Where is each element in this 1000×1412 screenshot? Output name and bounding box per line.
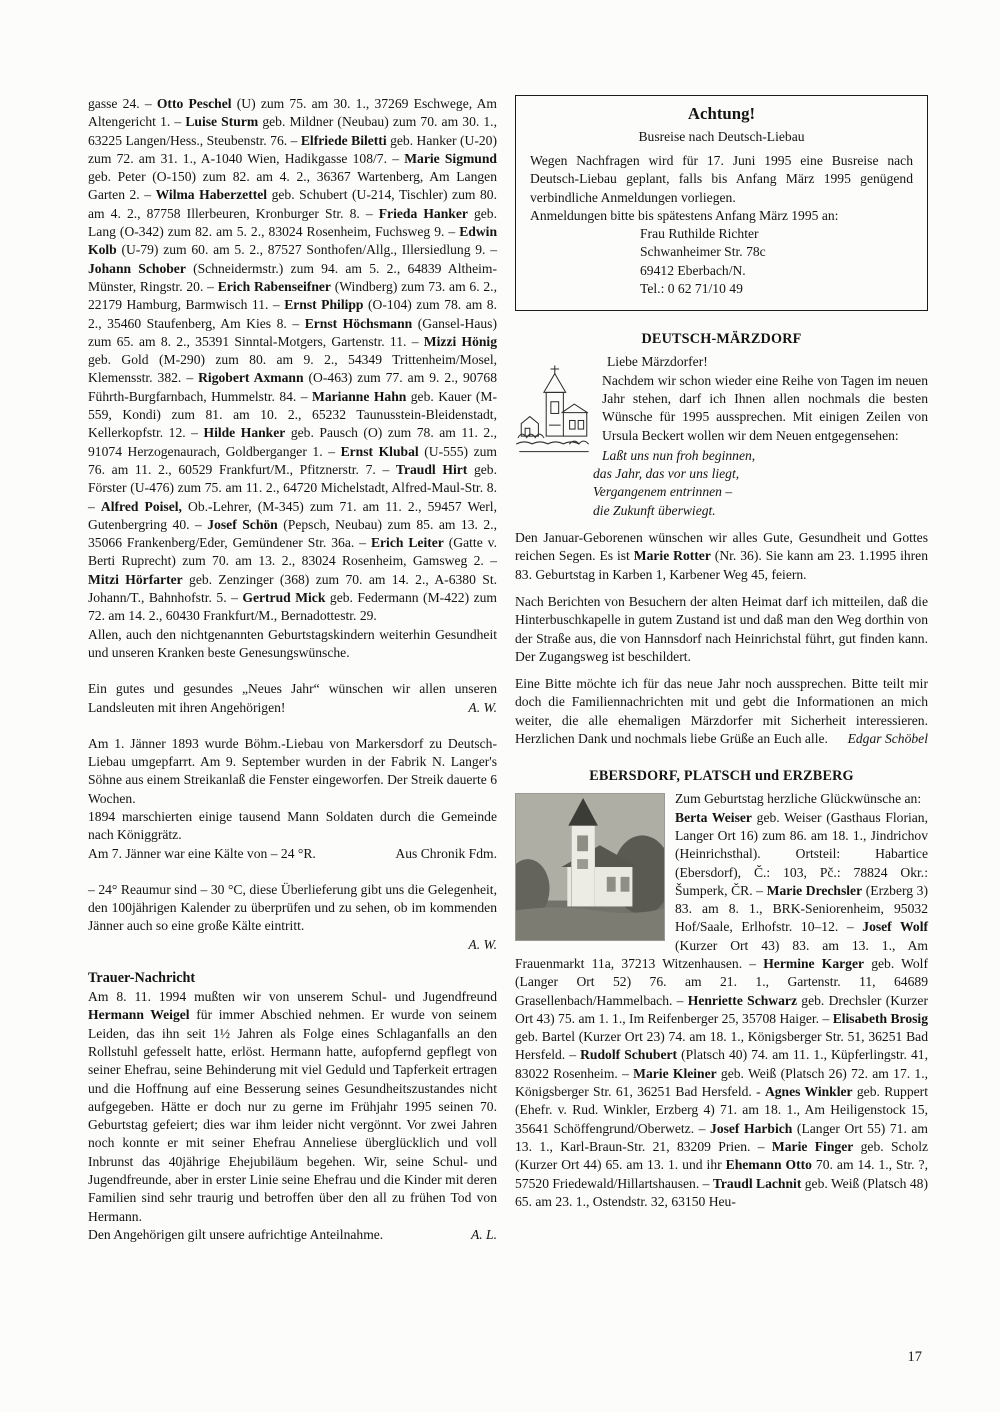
poem-line: Laßt uns nun froh beginnen,: [602, 447, 756, 463]
bus-trip-notice-box: [515, 95, 928, 311]
two-column-layout: [88, 95, 928, 1244]
obituary-heading: Trauer-Nachricht: [88, 970, 196, 987]
obituary-paragraph: Am 8. 11. 1994 mußten wir von unserem Schul- und Jugendfreund Hermann Weigel für immer Abschied nehmen. Er wurde von seinem Leiden, das ihn seit 1½ Jahren als Folge eines Schlaganfalls an den Rollstuhl gefesselt hatte, erlöst. Hermann hatte, aufopfernd gepflegt von seiner Ehefrau, seine Behinderung mit viel Geduld und Tapferkeit ertragen und die Hoffnung auf eine Besserung seines Gesundheitszustandes nicht aufgegeben. Hätte er doch nur zu gerne im Frühjahr 1995 seinen 70. Geburtstag gefeiert; dies war ihm leider nicht vergönnt. Vor zwei Jahren noch konnte er mit seiner Ehefrau Anneliese überglücklich und voll Inbrunst das 40jährige Ehejubiläum begehen. Wir, seine Schul- und Jugendfreunde, aber in erster Linie seine Ehefrau und die Kinder mit deren Familien sind sehr traurig und betroffen über den all zu frühen Tod von Hermann.: [88, 989, 497, 1224]
maerzdorf-heading: DEUTSCH-MÄRZDORF: [641, 331, 802, 348]
condolence-text: Den Angehörigen gilt unsere aufrichtige Anteilnahme.: [88, 1226, 384, 1242]
maerzdorf-intro: Nachdem wir schon wieder eine Reihe von Tagen im neuen Jahr stehen, darf ich Ihnen allen nochmals die besten Wünsche für 1995 aussprechen. Mit einigen Zeilen von Ursula Beckert wollen wir dem Neuen entgegensehen:: [602, 372, 928, 443]
newyear-wishes-paragraph: [88, 680, 497, 717]
january-birthdays-paragraph: Den Januar-Geborenen wünschen wir alles Gute, Gesundheit und Gottes reichen Segen. Es ist Marie Rotter (Nr. 36). Sie kann am 23. 1.1995 ihren 83. Geburtstag in Karben 1, Karbener Weg 45, feiern.: [515, 530, 929, 582]
obituary-condolence-line: [88, 1226, 497, 1244]
maerzdorf-salutation: Liebe Märzdorfer!: [607, 354, 708, 370]
birthday-list-paragraph: gasse 24. – Otto Peschel (U) zum 75. am 30. 1., 37269 Eschwege, Am Altengericht 1. – Luise Sturm geb. Mildner (Neubau) zum 70. am 30. 1., 63225 Langen/Hess., Steubenstr. 76. – Elfriede Biletti geb. Hanker (U-20) zum 72. am 31. 1., A-1040 Wien, Hadikgasse 108/7. – Marie Sigmund geb. Peter (O-150) zum 82. am 4. 2., 36367 Wartenberg, Am Langen Garten 2. – Wilma Haberzettel geb. Schubert (U-214, Tischler) zum 80. am 4. 2., 87758 Illerbeuren, Kronburger Str. 8. – Frieda Hanker geb. Lang (O-342) zum 82. am 5. 2., 83024 Rosenheim, Fuchsweg 9. – Edwin Kolb (U-79) zum 60. am 5. 2., 87527 Sonthofen/Allg., Illersiedlung 9. – Johann Schober (Schneidermstr.) zum 94. am 5. 2., 64839 Altheim-Münster, Ringstr. 20. – Erich Rabenseifner (Windberg) zum 73. am 6. 2., 22179 Hamburg, Barmwisch 11. – Ernst Philipp (O-104) zum 78. am 8. 2., 35460 Staufenberg, Am Kies 8. – Ernst Höchsmann (Gansel-Haus) zum 65. am 8. 2., 35391 Sinntal-Motgers, Gartenstr. 11. – Mizzi Hönig geb. Gold (M-290) zum 80. am 9. 2., 54349 Trittenheim/Mosel, Klemensstr. 382. – Rigobert Axmann (O-463) zum 77. am 9. 2., 90768 Führth-Burgfarnbach, Hummelstr. 84. – Marianne Hahn geb. Kauer (M-559, Kondi) zum 81. am 10. 2., 65232 Taunusstein-Bleidenstadt, Kellerkopfstr. 12. – Hilde Hanker geb. Pausch (O) zum 78. am 11. 2., 91074 Herzogenaurach, Goldberganger 1. – Ernst Klubal (U-555) zum 76. am 11. 2., 60529 Frankfurt/M., Pfitznerstr. 7. – Traudl Hirt geb. Förster (U-476) zum 75. am 11. 2., 64720 Michelstadt, Alfred-Maul-Str. 8. – Alfred Poisel, Ob.-Lehrer, (M-345) zum 71. am 11. 2., 59457 Werl, Gutenbergring 40. – Josef Schön (Pepsch, Neubau) zum 85. am 13. 2., 35066 Frankenberg/Eder, Gemündener Str. 36a. – Erich Leiter (Gatte v. Berti Ruprecht) zum 70. am 13. 2., 83024 Rosenheim, Gamsweg 2. – Mitzi Hörfarter geb. Zenzinger (368) zum 70. am 14. 2., A-6380 St. Johann/T., Bahnhofstr. 5. – Gertrud Mick geb. Federmann (M-422) zum 72. am 14. 2., 60430 Frankfurt/M., Bernadottestr. 29.: [88, 96, 498, 624]
birthday-closing-wishes: Allen, auch den nichtgenannten Geburtstagskindern weiterhin Gesundheit und unseren Kranken beste Genesungswünsche.: [88, 626, 497, 660]
contact-city: 69412 Eberbach/N.: [640, 262, 746, 278]
notice-subtitle: Busreise nach Deutsch-Liebau: [638, 129, 805, 144]
notice-body: Wegen Nachfragen wird für 17. Juni 1995 eine Busreise nach Deutsch-Liebau geplant, falls bis Anfang März 1995 genügend verbindliche Anmeldungen vorliegen.: [530, 153, 913, 205]
ebersdorf-heading: EBERSDORF, PLATSCH und ERZBERG: [589, 768, 854, 785]
reaumur-note-paragraph: – 24° Reaumur sind – 30 °C, diese Überlieferung gibt uns die Gelegenheit, den 100jährigen Kalender zu überprüfen und zu sehen, ob im kommenden Jänner auch so eine große Kälte eintritt.: [88, 881, 497, 934]
contact-street: Schwanheimer Str. 78c: [640, 244, 766, 260]
poem-line: das Jahr, das vor uns liegt,: [593, 466, 740, 482]
obituary-signature: A. L.: [470, 1226, 497, 1242]
request-text: Eine Bitte möchte ich für das neue Jahr noch aussprechen. Bitte teilt mir doch die Familiennachrichten mit und gebt die Informationen an mich weiter, die alle ehemaligen Märzdorfer mit Sicherheit interessieren. Herzlichen Dank und nochmals liebe Grüße an Euch alle.: [515, 676, 928, 747]
notice-title: Achtung!: [687, 104, 756, 123]
maerzdorf-section: [515, 353, 928, 748]
notice-instruction: Anmeldungen bitte bis spätestens Anfang März 1995 an:: [530, 207, 839, 223]
page-number: 17: [907, 1349, 922, 1365]
left-column: [88, 95, 497, 1244]
ebersdorf-section: [515, 790, 928, 1211]
newyear-wishes-text: Ein gutes und gesundes „Neues Jahr“ wünschen wir allen unseren Landsleuten mit ihren Angehörigen!: [88, 681, 497, 715]
chronicle-source: Aus Chronik Fdm.: [395, 845, 497, 861]
church-sketch-image: [515, 356, 593, 460]
chronicle-cold-line: [88, 845, 497, 863]
notice-contact-block: [640, 225, 913, 298]
family-news-request-paragraph: [515, 675, 928, 748]
chronicle-1894-paragraph: 1894 marschierten einige tausend Mann Soldaten durch die Gemeinde nach Königgrätz.: [88, 808, 497, 843]
newyear-signature: A. W.: [468, 699, 497, 715]
chapel-report-paragraph: Nach Berichten von Besuchern der alten Heimat darf ich mitteilen, daß die Hinterbuschkapelle in gutem Zustand ist und daß man den Weg dorthin von der Straße aus, die von Hannsdorf nach Heinrichstal führt, gut finden kann. Der Zugangsweg ist beschildert.: [515, 593, 928, 664]
newyear-poem: [593, 447, 928, 520]
poem-line: Vergangenem entrinnen –: [593, 484, 733, 500]
reaumur-signature: A. W.: [468, 936, 497, 952]
right-column: [515, 95, 928, 1244]
ebersdorf-intro: Zum Geburtstag herzliche Glückwünsche an:: [675, 791, 922, 807]
ebersdorf-birthday-list: Berta Weiser geb. Weiser (Gasthaus Florian, Langer Ort 16) zum 86. am 18. 1., Jindrichov (Heinrichsthal). Ortsteil: Habartice (Ebersdorf), Č.: 103, Pč.: 78824 Okr.: Šumperk, ČR. – Marie Drechsler (Erzberg 3) 83. am 8. 1., BRK-Seniorenheim, 95032 Hof/Saale, Erlhofstr. 10–12. – Josef Wolf (Kurzer Ort 43) 83. am 13. 1., Am Frauenmarkt 11a, 37213 Witzenhausen. – Hermine Karger geb. Wolf (Langer Ort 52) 76. am 21. 1., Gartenstr. 11, 64689 Grasellenbach/Hammelbach. – Henriette Schwarz geb. Drechsler (Kurzer Ort 43) 75. am 1. 1., Im Reifenberger 25, 35708 Haiger. – Elisabeth Brosig geb. Bartel (Kurzer Ort 23) 74. am 18. 1., Königsberger Str. 51, 36251 Bad Hersfeld. – Rudolf Schubert (Platsch 40) 74. am 11. 1., Küpferlingstr. 41, 83022 Rosenheim. – Marie Kleiner geb. Weiß (Platsch 26) 72. am 17. 1., Königsberger Str. 61, 36251 Bad Hersfeld. - Agnes Winkler geb. Ruppert (Ehefr. v. Rud. Winkler, Erzberg 4) 71. am 18. 1., Am Heiligenstock 15, 35641 Schöffengrund/Oberwetz. – Josef Harbich (Langer Ort 55) 71. am 13. 1., Karl-Braun-Str. 21, 83209 Prien. – Marie Finger geb. Scholz (Kurzer Ort 44) 65. am 13. 1. und ihr Ehemann Otto 70. am 14. 1., Str. ?, 57520 Friedewald/Hillartshausen. – Traudl Lachnit geb. Weiß (Platsch 48) 65. am 23. 1., Ostendstr. 32, 63150 Heu-: [515, 809, 929, 1209]
maerzdorf-signature: Edgar Schöbel: [847, 731, 928, 747]
church-photo-image: [515, 793, 665, 941]
contact-name: Frau Ruthilde Richter: [640, 226, 759, 242]
contact-phone: Tel.: 0 62 71/10 49: [640, 281, 743, 297]
poem-line: die Zukunft überwiegt.: [593, 502, 716, 518]
chronicle-1893-paragraph: Am 1. Jänner 1893 wurde Böhm.-Liebau von Markersdorf zu Deutsch-Liebau umgepfarrt. Am 9. September wurden in der Fabrik N. Langer's Söhne aus einem Streikanlaß die Fenster eingeworfen. Der Streik dauerte 6 Wochen.: [88, 735, 497, 806]
chronicle-cold-text: Am 7. Jänner war eine Kälte von – 24 °R.: [88, 845, 316, 861]
